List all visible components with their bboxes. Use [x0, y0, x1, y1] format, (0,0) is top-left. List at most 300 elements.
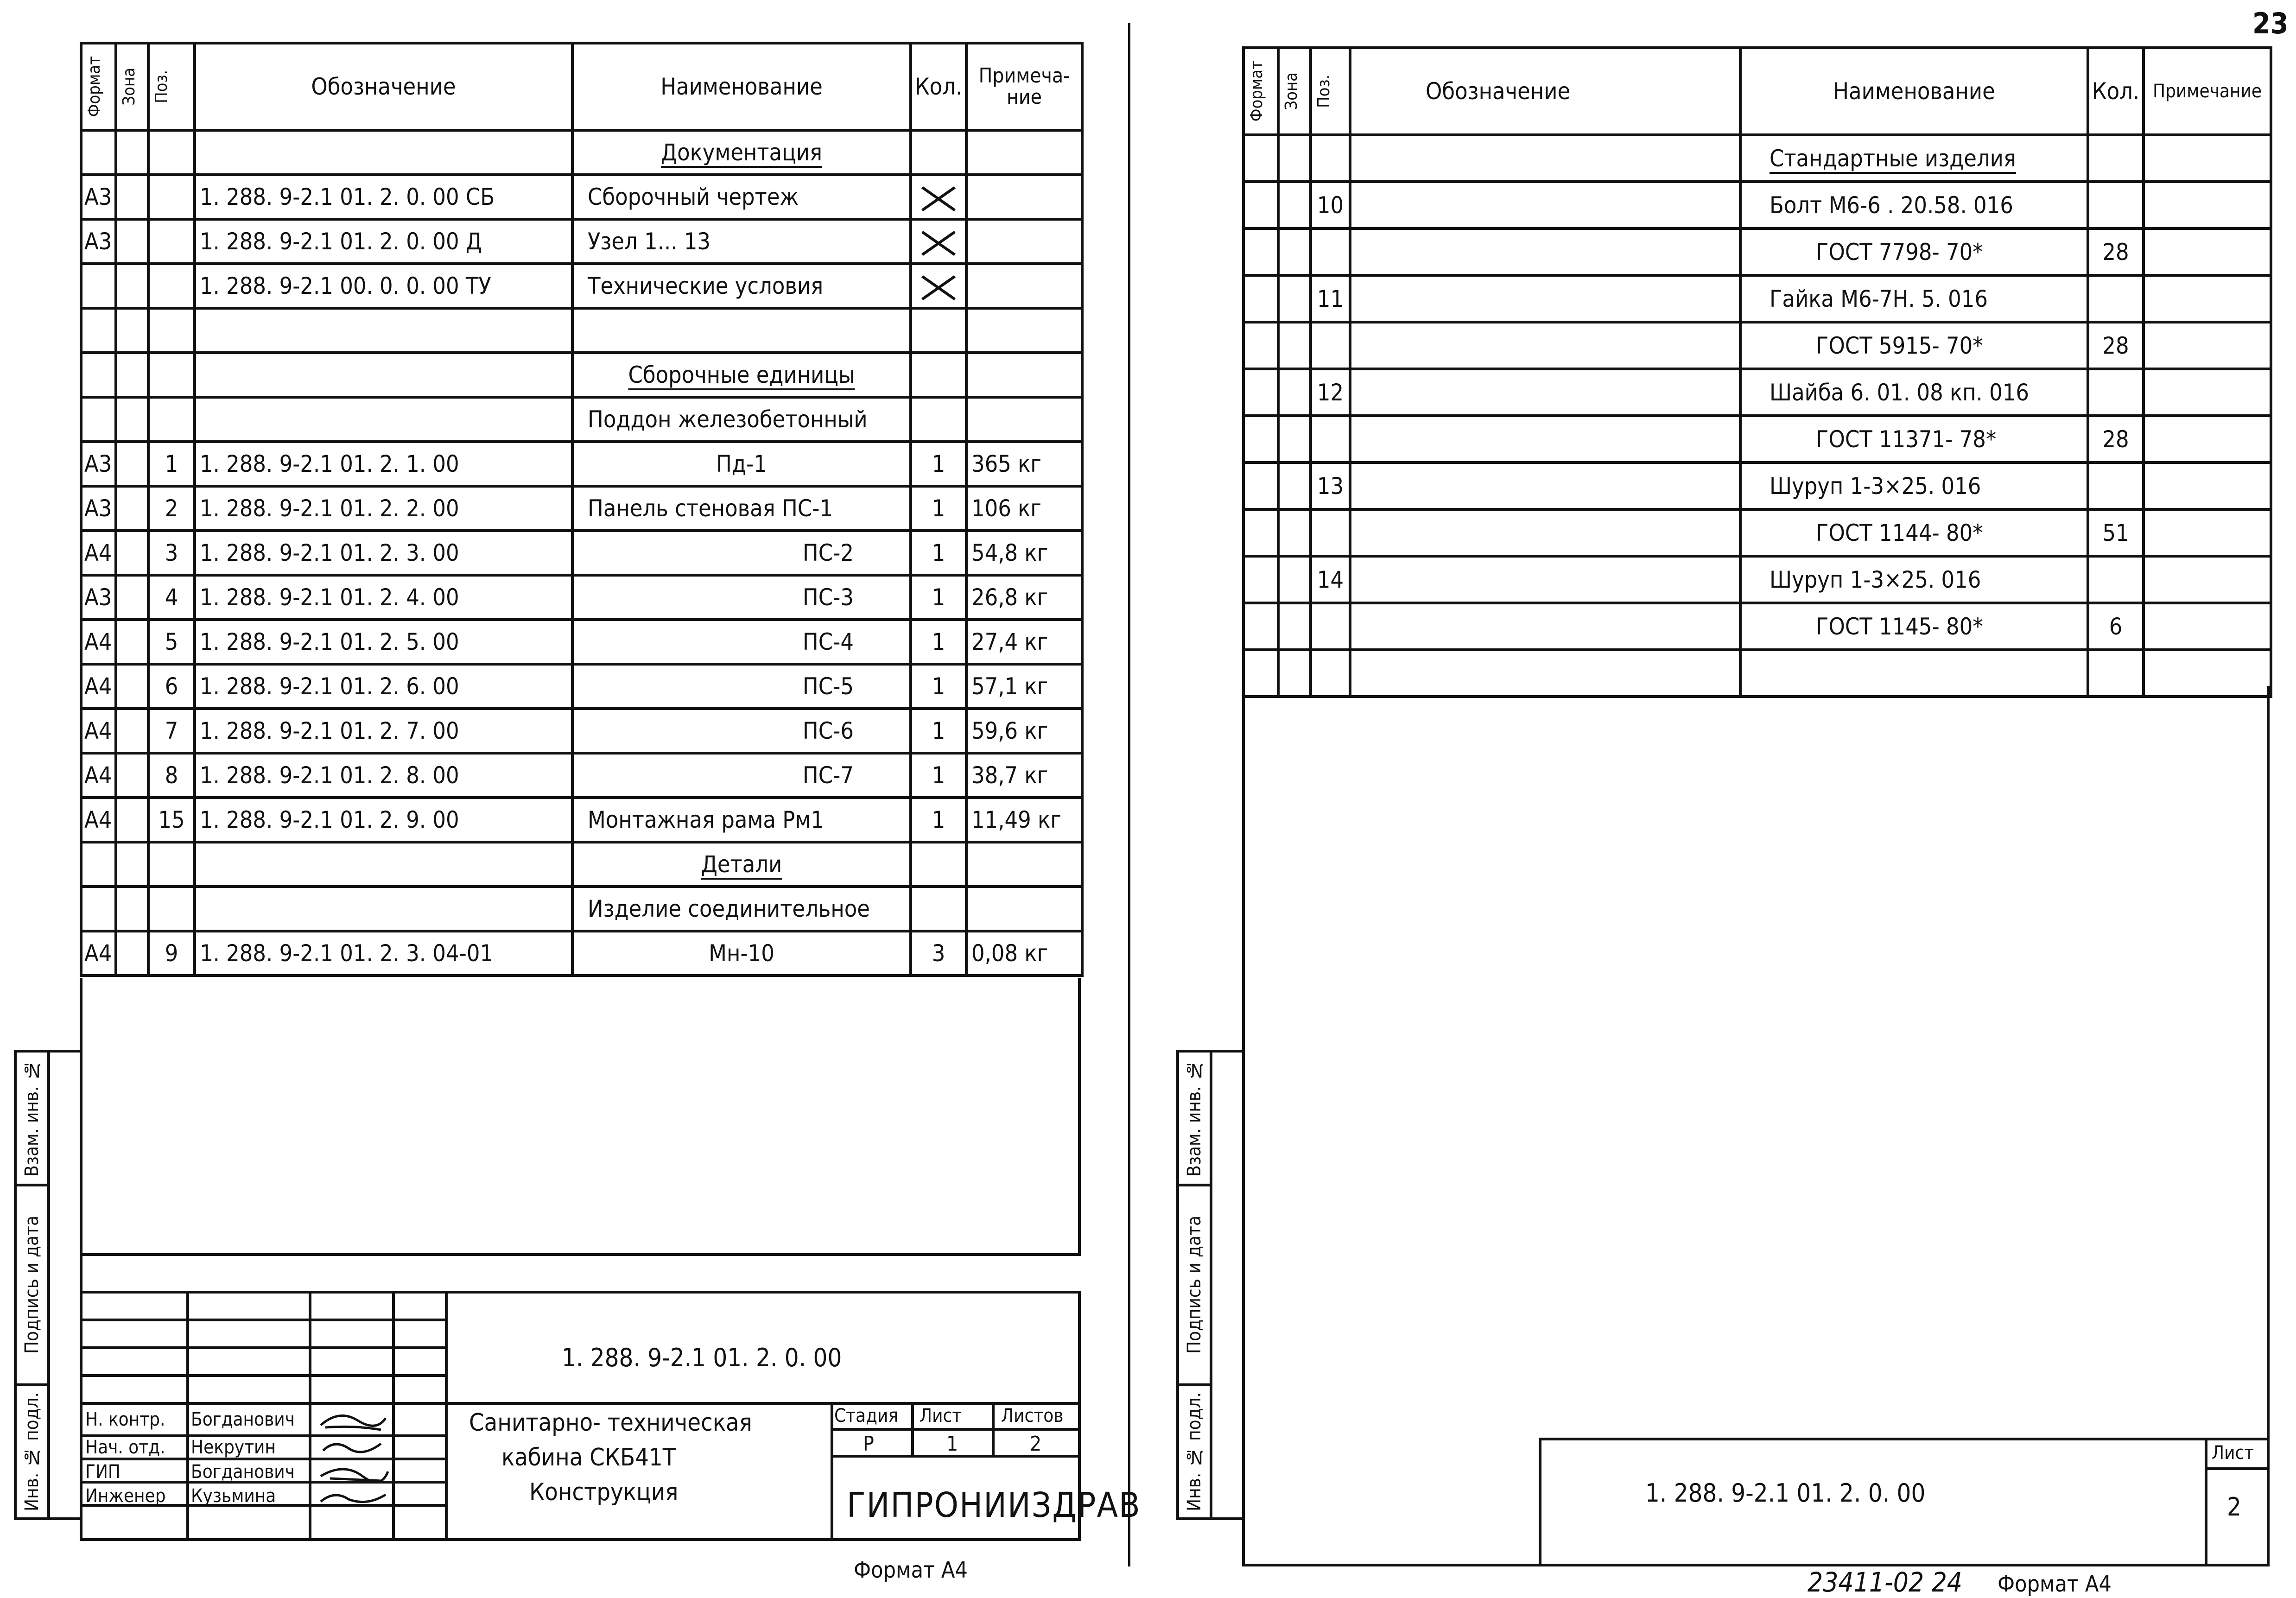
cell-format-text: А4	[84, 762, 112, 789]
r-cell-zone	[1278, 182, 1311, 228]
cell-qty	[911, 620, 966, 664]
cell-format-text: А3	[84, 584, 112, 611]
cell-qty	[911, 531, 966, 575]
cell-name-text: Сборочные единицы	[628, 361, 855, 388]
cell-qty	[911, 308, 966, 353]
r-cell-name-text: Шуруп 1-3×25. 016	[1770, 472, 1981, 500]
cell-designation	[195, 219, 572, 264]
cell-zone	[116, 575, 148, 620]
cell-qty-text: 1	[932, 762, 945, 789]
cell-qty-text: 1	[932, 673, 945, 700]
sheets-value: 2	[1030, 1432, 1042, 1456]
not-applicable-mark	[912, 176, 965, 218]
left-table-row	[81, 575, 1082, 620]
r-cell-name-text: Гайка М6-7Н. 5. 016	[1770, 285, 1988, 312]
left-side-replace: Взам. инв. №	[17, 1053, 47, 1186]
col-designation-header: Обозначение	[195, 43, 572, 130]
cell-pos	[148, 842, 195, 887]
r-cell-pos	[1311, 416, 1350, 463]
right-table-row	[1243, 182, 2271, 228]
cell-qty-text: 3	[932, 940, 945, 967]
left-table-row	[81, 887, 1082, 931]
r-cell-format	[1243, 228, 1278, 275]
cell-name	[572, 442, 911, 486]
cell-note	[966, 753, 1082, 798]
r-cell-zone	[1278, 369, 1311, 416]
cell-note	[966, 887, 1082, 931]
cell-note	[966, 219, 1082, 264]
r-cell-name	[1740, 275, 2088, 322]
cell-qty	[911, 175, 966, 219]
cell-qty	[911, 709, 966, 753]
right-strip-edge	[1210, 1050, 1245, 1520]
r-cell-designation	[1350, 416, 1740, 463]
r-cell-format	[1243, 463, 1278, 509]
cell-format	[81, 575, 116, 620]
r-cell-qty-text: 28	[2102, 332, 2129, 359]
cell-qty	[911, 353, 966, 397]
cell-format	[81, 620, 116, 664]
role-chief-engineer: ГИП	[85, 1461, 121, 1483]
cell-name	[572, 486, 911, 531]
cell-format-text: А3	[84, 228, 112, 255]
right-side-sign: Подпись и дата	[1179, 1186, 1210, 1386]
page-number: 23	[2252, 6, 2289, 40]
cell-format	[81, 664, 116, 709]
cell-note-text: 57,1 кг	[971, 673, 1048, 700]
right-sheet-value: 2	[2227, 1492, 2241, 1522]
cell-designation	[195, 664, 572, 709]
stage-value: Р	[863, 1432, 874, 1456]
r-cell-designation	[1350, 369, 1740, 416]
cell-qty	[911, 887, 966, 931]
r-cell-qty	[2088, 603, 2144, 650]
col-format-header: Формат	[81, 43, 116, 130]
right-table-row	[1243, 135, 2271, 182]
cell-pos-text: 15	[158, 806, 185, 833]
cell-pos	[148, 931, 195, 976]
cell-designation	[195, 709, 572, 753]
r-cell-zone	[1278, 509, 1311, 556]
left-table-row	[81, 931, 1082, 976]
cell-name	[572, 575, 911, 620]
cell-pos	[148, 130, 195, 175]
cell-name-text: Сборочный чертеж	[588, 184, 799, 210]
cell-zone	[116, 887, 148, 931]
cell-designation	[195, 931, 572, 976]
cell-designation-text: 1. 288. 9-2.1 01. 2. 3. 00	[200, 539, 459, 566]
cell-note	[966, 575, 1082, 620]
cell-pos-text: 2	[165, 495, 178, 522]
right-table-row	[1243, 322, 2271, 369]
left-table-row	[81, 753, 1082, 798]
r-cell-name-text: Шуруп 1-3×25. 016	[1770, 566, 1981, 593]
cell-designation-text: 1. 288. 9-2.1 01. 2. 4. 00	[200, 584, 459, 611]
left-table-row	[81, 709, 1082, 753]
cell-qty-text: 1	[932, 450, 945, 477]
right-table-row	[1243, 556, 2271, 603]
right-doc-code: 1. 288. 9-2.1 01. 2. 0. 00	[1645, 1478, 1926, 1508]
left-format-label: Формат А4	[854, 1557, 968, 1583]
r-cell-qty	[2088, 416, 2144, 463]
cell-designation	[195, 175, 572, 219]
cell-pos	[148, 486, 195, 531]
r-cell-name-text: ГОСТ 11371- 78*	[1816, 425, 1997, 453]
cell-qty	[911, 397, 966, 442]
cell-note-text: 38,7 кг	[971, 762, 1048, 789]
cell-name	[572, 264, 911, 308]
r-cell-name-text: Шайба 6. 01. 08 кп. 016	[1770, 379, 2029, 406]
cell-pos-text: 7	[165, 717, 178, 744]
cell-zone	[116, 175, 148, 219]
cell-format	[81, 531, 116, 575]
cell-zone	[116, 353, 148, 397]
title-line-3: Конструкция	[529, 1478, 679, 1506]
r-cell-qty-text: 28	[2102, 238, 2129, 266]
cell-note	[966, 531, 1082, 575]
cell-name	[572, 842, 911, 887]
r-cell-pos	[1311, 369, 1350, 416]
left-table-row	[81, 175, 1082, 219]
cell-designation-text: 1. 288. 9-2.1 01. 2. 0. 00 СБ	[200, 184, 495, 210]
r-col-qty-header: Кол.	[2088, 48, 2144, 135]
cell-name	[572, 709, 911, 753]
r-cell-zone	[1278, 556, 1311, 603]
cell-name-text: ПС-5	[802, 673, 854, 700]
cell-name-text: ПС-2	[802, 539, 854, 566]
cell-note-text: 365 кг	[971, 450, 1041, 477]
left-doc-code: 1. 288. 9-2.1 01. 2. 0. 00	[562, 1343, 842, 1372]
cell-pos-text: 6	[165, 673, 178, 700]
r-cell-designation	[1350, 228, 1740, 275]
cell-note	[966, 130, 1082, 175]
r-col-name-header: Наименование	[1740, 48, 2088, 135]
r-cell-qty	[2088, 182, 2144, 228]
r-col-designation-header: Обозначение	[1350, 48, 1740, 135]
r-cell-name	[1740, 135, 2088, 182]
cell-note-text: 54,8 кг	[971, 539, 1048, 566]
col-zone-header: Зона	[116, 43, 148, 130]
r-cell-qty-text: 51	[2102, 519, 2129, 546]
left-side-inv: Инв. № подл.	[21, 1392, 43, 1511]
r-cell-pos	[1311, 322, 1350, 369]
cell-qty	[911, 842, 966, 887]
cell-designation-text: 1. 288. 9-2.1 01. 2. 6. 00	[200, 673, 459, 700]
cell-format-text: А4	[84, 940, 112, 967]
r-cell-designation	[1350, 182, 1740, 228]
r-cell-pos	[1311, 556, 1350, 603]
r-cell-designation	[1350, 322, 1740, 369]
cell-name	[572, 308, 911, 353]
r-cell-qty	[2088, 275, 2144, 322]
r-cell-note	[2144, 509, 2271, 556]
right-blank-area	[1242, 686, 2270, 1566]
cell-format-text: А3	[84, 495, 112, 522]
cell-qty-text: 1	[932, 584, 945, 611]
cell-name	[572, 175, 911, 219]
r-cell-designation	[1350, 275, 1740, 322]
cell-name	[572, 620, 911, 664]
handwritten-number: 23411-02 24	[1808, 1566, 1963, 1598]
cell-qty	[911, 664, 966, 709]
cell-format-text: А4	[84, 539, 112, 566]
cell-designation	[195, 531, 572, 575]
cell-zone	[116, 842, 148, 887]
r-cell-zone	[1278, 416, 1311, 463]
r-cell-format	[1243, 275, 1278, 322]
cell-note	[966, 486, 1082, 531]
left-sheet	[80, 42, 1141, 1583]
title-line-2: кабина СКБ41Т	[501, 1444, 676, 1471]
cell-qty	[911, 486, 966, 531]
right-header-row	[1243, 48, 2271, 135]
right-side-strip	[1176, 1050, 1212, 1520]
cell-format-text: А4	[84, 806, 112, 833]
cell-note-text: 106 кг	[971, 495, 1041, 522]
cell-designation-text: 1. 288. 9-2.1 01. 2. 2. 00	[200, 495, 459, 522]
r-col-zone-header: Зона	[1278, 48, 1311, 135]
name-dept-head: Некрутин	[191, 1437, 276, 1458]
cell-designation	[195, 442, 572, 486]
cell-note	[966, 397, 1082, 442]
cell-zone	[116, 264, 148, 308]
cell-qty-text: 1	[932, 806, 945, 833]
cell-qty-text: 1	[932, 539, 945, 566]
cell-name-text: ПС-6	[802, 717, 854, 744]
not-applicable-mark	[912, 265, 965, 307]
cell-format	[81, 887, 116, 931]
cell-note-text: 26,8 кг	[971, 584, 1048, 611]
right-side-inv: Инв. № подл.	[1184, 1392, 1205, 1511]
cell-zone	[116, 620, 148, 664]
r-cell-note	[2144, 416, 2271, 463]
r-cell-name	[1740, 556, 2088, 603]
cell-qty	[911, 219, 966, 264]
r-cell-note	[2144, 182, 2271, 228]
cell-name	[572, 887, 911, 931]
cell-name-text: Панель стеновая ПС-1	[588, 495, 833, 522]
cell-designation	[195, 887, 572, 931]
left-table-row	[81, 664, 1082, 709]
sheet-label: Лист	[920, 1405, 962, 1427]
cell-note	[966, 442, 1082, 486]
cell-qty	[911, 575, 966, 620]
cell-format	[81, 219, 116, 264]
r-cell-note	[2144, 463, 2271, 509]
sheet-divider	[1128, 23, 1130, 1566]
cell-format	[81, 486, 116, 531]
cell-name-text: ПС-7	[802, 762, 854, 789]
left-table-row	[81, 842, 1082, 887]
tb-row-b	[80, 1319, 448, 1349]
r-cell-zone	[1278, 463, 1311, 509]
cell-format	[81, 842, 116, 887]
left-table-row	[81, 798, 1082, 842]
left-table-row	[81, 219, 1082, 264]
r-cell-format	[1243, 509, 1278, 556]
cell-note-text: 27,4 кг	[971, 628, 1048, 655]
r-cell-name	[1740, 228, 2088, 275]
cell-designation-text: 1. 288. 9-2.1 01. 2. 7. 00	[200, 717, 459, 744]
cell-qty-text: 1	[932, 628, 945, 655]
left-table-row	[81, 620, 1082, 664]
cell-note-text: 0,08 кг	[971, 940, 1048, 967]
r-cell-name-text: ГОСТ 1145- 80*	[1816, 613, 1983, 640]
name-engineer: Кузьмина	[191, 1485, 276, 1507]
cell-qty-text: 1	[932, 495, 945, 522]
cell-zone	[116, 798, 148, 842]
r-cell-name-text: ГОСТ 7798- 70*	[1816, 238, 1983, 266]
r-cell-name	[1740, 463, 2088, 509]
right-format-label: Формат А4	[1998, 1571, 2112, 1597]
cell-pos-text: 8	[165, 762, 178, 789]
cell-pos	[148, 798, 195, 842]
cell-format-text: А3	[84, 184, 112, 210]
cell-zone	[116, 130, 148, 175]
r-cell-name-text: Стандартные изделия	[1770, 145, 2016, 172]
left-side-strip	[14, 1050, 50, 1520]
cell-pos	[148, 175, 195, 219]
cell-note	[966, 931, 1082, 976]
cell-format	[81, 798, 116, 842]
cell-format	[81, 753, 116, 798]
cell-designation	[195, 842, 572, 887]
cell-qty	[911, 753, 966, 798]
r-cell-qty	[2088, 135, 2144, 182]
r-cell-note	[2144, 275, 2271, 322]
r-cell-designation	[1350, 135, 1740, 182]
name-norm-control: Богданович	[191, 1409, 295, 1430]
cell-designation	[195, 798, 572, 842]
r-cell-pos	[1311, 275, 1350, 322]
cell-note	[966, 842, 1082, 887]
r-cell-pos	[1311, 135, 1350, 182]
org-name: ГИПРОНИИЗДРАВ	[847, 1485, 1141, 1525]
r-cell-zone	[1278, 603, 1311, 650]
cell-pos	[148, 531, 195, 575]
cell-zone	[116, 531, 148, 575]
r-cell-designation	[1350, 556, 1740, 603]
role-norm-control: Н. контр.	[85, 1409, 165, 1430]
left-table-row	[81, 130, 1082, 175]
cell-format-text: А4	[84, 717, 112, 744]
right-spec-table	[1242, 46, 2272, 698]
role-engineer: Инженер	[85, 1485, 166, 1507]
cell-designation-text: 1. 288. 9-2.1 01. 2. 0. 00 Д	[200, 228, 482, 255]
cell-designation-text: 1. 288. 9-2.1 00. 0. 0. 00 ТУ	[200, 273, 491, 299]
cell-zone	[116, 709, 148, 753]
cell-pos	[148, 219, 195, 264]
cell-format	[81, 397, 116, 442]
cell-name-text: Пд-1	[716, 450, 767, 477]
cell-name	[572, 931, 911, 976]
r-cell-qty-text: 6	[2109, 613, 2123, 640]
r-col-pos-header: Поз.	[1311, 48, 1350, 135]
cell-pos	[148, 264, 195, 308]
r-cell-pos-text: 10	[1317, 191, 1344, 219]
right-side-replace: Взам. инв. №	[1179, 1053, 1210, 1186]
right-table-row	[1243, 275, 2271, 322]
right-table-row	[1243, 416, 2271, 463]
signatures	[311, 1407, 395, 1509]
right-table-row	[1243, 509, 2271, 556]
cell-designation-text: 1. 288. 9-2.1 01. 2. 3. 04-01	[200, 940, 494, 967]
r-cell-name-text: ГОСТ 1144- 80*	[1816, 519, 1983, 546]
cell-qty	[911, 931, 966, 976]
cell-pos	[148, 397, 195, 442]
r-cell-note	[2144, 322, 2271, 369]
cell-name	[572, 130, 911, 175]
r-cell-pos	[1311, 182, 1350, 228]
cell-zone	[116, 931, 148, 976]
tb-row-d	[80, 1374, 1081, 1405]
r-cell-name	[1740, 369, 2088, 416]
r-cell-format	[1243, 603, 1278, 650]
role-dept-head: Нач. отд.	[85, 1437, 165, 1458]
right-table-row	[1243, 369, 2271, 416]
cell-format	[81, 264, 116, 308]
r-cell-note	[2144, 135, 2271, 182]
cell-pos	[148, 353, 195, 397]
r-cell-format	[1243, 322, 1278, 369]
r-cell-qty	[2088, 228, 2144, 275]
r-cell-zone	[1278, 135, 1311, 182]
r-cell-note	[2144, 603, 2271, 650]
cell-name	[572, 353, 911, 397]
cell-designation-text: 1. 288. 9-2.1 01. 2. 9. 00	[200, 806, 459, 833]
r-cell-qty-text: 28	[2102, 425, 2129, 453]
r-col-note-header: Примечание	[2144, 48, 2271, 135]
r-cell-name	[1740, 509, 2088, 556]
cell-format	[81, 353, 116, 397]
left-table-row	[81, 442, 1082, 486]
r-cell-pos-text: 11	[1317, 285, 1344, 312]
title-line-1: Санитарно- техническая	[469, 1409, 752, 1437]
right-table-row	[1243, 463, 2271, 509]
cell-pos-text: 4	[165, 584, 178, 611]
cell-designation	[195, 753, 572, 798]
r-cell-designation	[1350, 463, 1740, 509]
cell-name-text: Поддон железобетонный	[588, 406, 868, 433]
cell-designation-text: 1. 288. 9-2.1 01. 2. 5. 00	[200, 628, 459, 655]
cell-format	[81, 709, 116, 753]
cell-format-text: А3	[84, 450, 112, 477]
right-table-row	[1243, 603, 2271, 650]
cell-pos-text: 9	[165, 940, 178, 967]
r-cell-name-text: Болт М6-6 . 20.58. 016	[1770, 191, 2013, 219]
cell-note	[966, 175, 1082, 219]
r-cell-designation	[1350, 603, 1740, 650]
cell-pos-text: 1	[165, 450, 178, 477]
tb-row-a	[80, 1291, 448, 1321]
r-cell-pos-text: 12	[1317, 379, 1344, 406]
cell-qty	[911, 798, 966, 842]
r-cell-pos	[1311, 603, 1350, 650]
cell-note	[966, 264, 1082, 308]
cell-pos-text: 5	[165, 628, 178, 655]
r-cell-name	[1740, 416, 2088, 463]
cell-designation-text: 1. 288. 9-2.1 01. 2. 1. 00	[200, 450, 459, 477]
r-cell-pos	[1311, 509, 1350, 556]
r-cell-name-text: ГОСТ 5915- 70*	[1816, 332, 1983, 359]
r-cell-qty	[2088, 509, 2144, 556]
cell-name	[572, 753, 911, 798]
cell-pos	[148, 620, 195, 664]
cell-name-text: Узел 1... 13	[588, 228, 711, 255]
stage-label: Стадия	[834, 1405, 899, 1427]
cell-designation	[195, 575, 572, 620]
cell-designation	[195, 397, 572, 442]
